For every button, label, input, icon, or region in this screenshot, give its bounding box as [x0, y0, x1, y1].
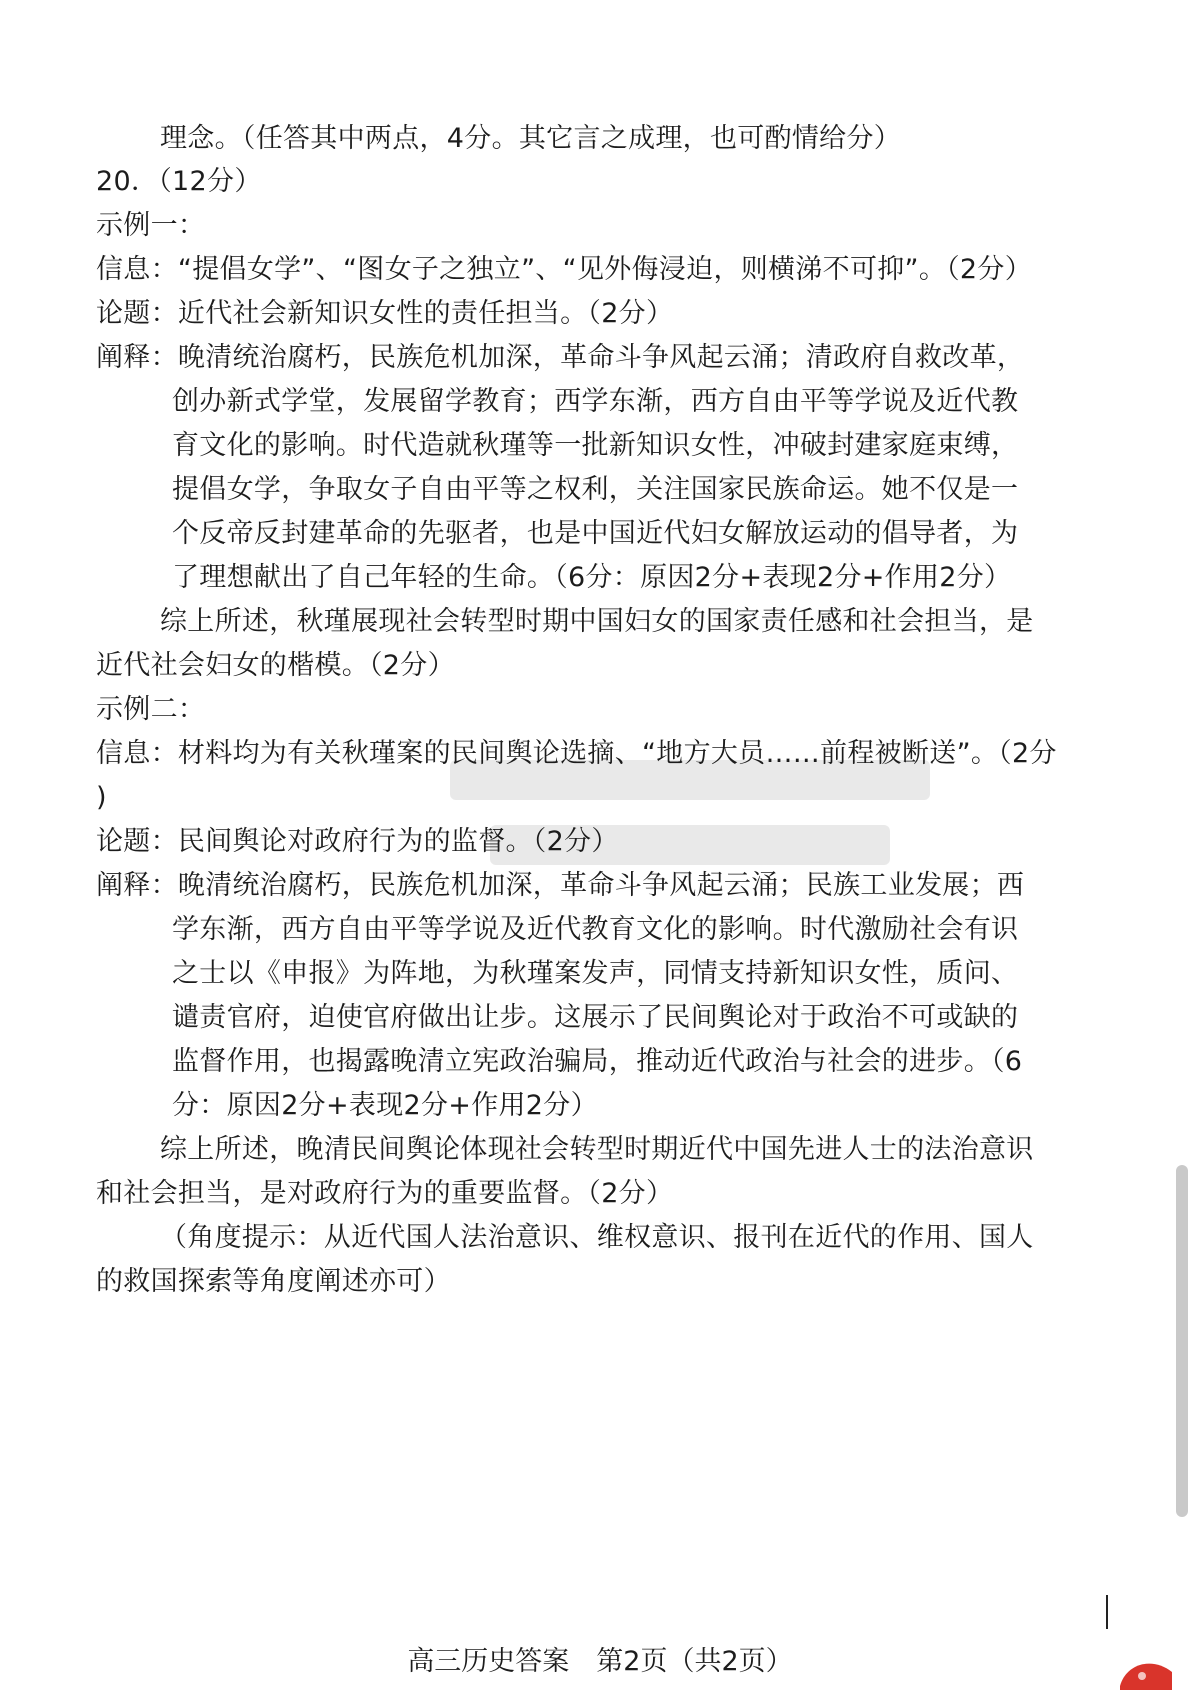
- explanation-line: 谴责官府，迫使官府做出让步。这展示了民间舆论对于政治不可或缺的: [172, 1002, 1019, 1033]
- info-line: 信息：材料均为有关秋瑾案的民间舆论选摘、“地方大员……前程被断送”。（2分: [96, 738, 1057, 769]
- summary-line: 近代社会妇女的楷模。（2分）: [96, 650, 455, 681]
- page-footer: 高三历史答案 第2页（共2页）: [407, 1646, 793, 1677]
- info-line: ): [96, 782, 107, 813]
- explanation-line: 阐释：晚清统治腐朽，民族危机加深，革命斗争风起云涌；民族工业发展；西: [96, 870, 1025, 901]
- example-heading: 示例一：: [96, 210, 206, 241]
- question-number: 20．（12分）: [96, 166, 262, 197]
- explanation-line: 之士以《申报》为阵地，为秋瑾案发声，同情支持新知识女性，质问、: [172, 958, 1019, 989]
- explanation-line: 阐释：晚清统治腐朽，民族危机加深，革命斗争风起云涌；清政府自救改革，: [96, 342, 1025, 373]
- text-cursor: [1106, 1595, 1108, 1629]
- red-stamp-icon: [1116, 1650, 1176, 1690]
- explanation-line: 育文化的影响。时代造就秋瑾等一批新知识女性，冲破封建家庭束缚，: [172, 430, 1019, 461]
- text-line: 理念。（任答其中两点，4分。其它言之成理，也可酌情给分）: [160, 123, 902, 154]
- summary-line: 综上所述，晚清民间舆论体现社会转型时期近代中国先进人士的法治意识: [160, 1134, 1034, 1165]
- summary-line: 综上所述，秋瑾展现社会转型时期中国妇女的国家责任感和社会担当，是: [160, 606, 1034, 637]
- explanation-line: 了理想献出了自己年轻的生命。（6分：原因2分+表现2分+作用2分）: [172, 562, 1012, 593]
- explanation-line: 学东渐，西方自由平等学说及近代教育文化的影响。时代激励社会有识: [172, 914, 1019, 945]
- scrollbar-thumb[interactable]: [1176, 1165, 1188, 1517]
- explanation-line: 监督作用，也揭露晚清立宪政治骗局，推动近代政治与社会的进步。（6: [172, 1046, 1023, 1077]
- explanation-line: 创办新式学堂，发展留学教育；西学东渐，西方自由平等学说及近代教: [172, 386, 1019, 417]
- topic-line: 论题：民间舆论对政府行为的监督。（2分）: [96, 826, 619, 857]
- hint-line: （角度提示：从近代国人法治意识、维权意识、报刊在近代的作用、国人: [160, 1222, 1034, 1253]
- summary-line: 和社会担当，是对政府行为的重要监督。（2分）: [96, 1178, 674, 1209]
- explanation-line: 个反帝反封建革命的先驱者，也是中国近代妇女解放运动的倡导者，为: [172, 518, 1019, 549]
- info-line: 信息：“提倡女学”、“图女子之独立”、“见外侮浸迫，则横涕不可抑”。（2分）: [96, 254, 1033, 285]
- topic-line: 论题：近代社会新知识女性的责任担当。（2分）: [96, 298, 674, 329]
- example-heading: 示例二：: [96, 694, 206, 725]
- hint-line: 的救国探索等角度阐述亦可）: [96, 1266, 451, 1297]
- explanation-line: 提倡女学，争取女子自由平等之权利，关注国家民族命运。她不仅是一: [172, 474, 1019, 505]
- explanation-line: 分：原因2分+表现2分+作用2分）: [172, 1090, 598, 1121]
